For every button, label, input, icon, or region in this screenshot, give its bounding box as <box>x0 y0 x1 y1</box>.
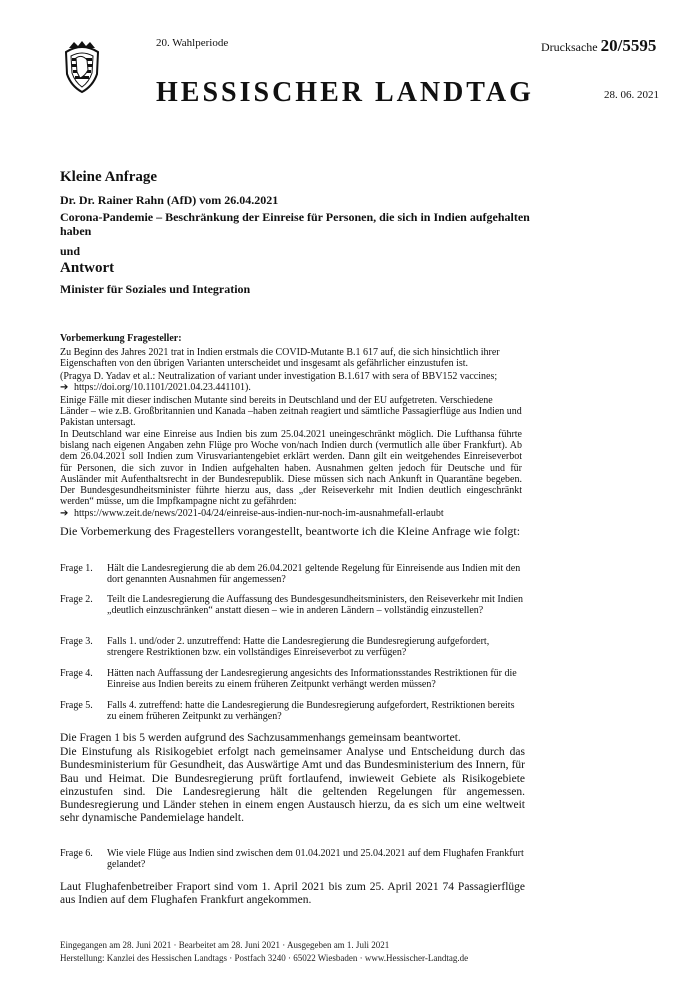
footer-dates: Eingegangen am 28. Juni 2021 · Bearbeitet am 28. Juni 2021 · Ausgegeben am 1. Juli 2021 <box>60 940 390 950</box>
antwort-heading: Antwort <box>60 260 115 276</box>
question-text: Falls 4. zutreffend: hatte die Landesregierung die Bundesregierung aufgefordert, Restriktionen bereits zu einem früheren Zeitpunkt zu verhängen? <box>107 700 515 723</box>
document-date: 28. 06. 2021 <box>604 89 659 101</box>
zeit-link[interactable]: https://www.zeit.de/news/2021-04/24/einreise-aus-indien-nur-noch-im-ausnahmefall-erlaubt <box>74 508 444 519</box>
question-text: Falls 1. und/oder 2. unzutreffend: Hatte die Landesregierung die Bundesregierung aufgefordert, strengere Restriktionen bzw. ein vollständiges Einreiseverbot zu verfügen? <box>107 636 490 659</box>
vorbemerkung-p4: In Deutschland war eine Einreise aus Indien bis zum 25.04.2021 uneingeschränkt möglich. Die Lufthansa führte bislang nach eigenen Angaben zehn Flüge pro Woche von/nach Indien durch (vermutlich alle über Frankfurt). Ab dem 26.04.2021 soll Indien zum Virusvariantengebiet erklärt werden. Dann gilt ein weitgehendes Einreiseverbot für Personen, die sich zuvor in Indien aufgehalten haben. Ausnahmen gelten jedoch für Deutsche und für Ausländer mit Aufenthaltsrecht in der Bundesrepublik. Diese müssen sich nach Ankunft in Quarantäne begeben. Der Bundesgesundheitsminister führte hierzu aus, dass „der Reiseverkehr mit Indien deutlich eingeschränkt werden“ müsse, um die Impfkampagne nicht zu gefährden: <box>60 429 522 508</box>
hessen-crest-logo <box>60 40 104 94</box>
question-text: Hält die Landesregierung die ab dem 26.04.2021 geltende Regelung für Einreisende aus Indien mit den dort genannten Ausnahmen für angemessen? <box>107 563 521 586</box>
question-number: Frage 2. <box>60 594 93 605</box>
question-number: Frage 4. <box>60 668 93 679</box>
vorbemerkung-link-1 <box>60 382 522 393</box>
drucksache-number: 20/5595 <box>600 36 657 55</box>
footer-production: Herstellung: Kanzlei des Hessischen Landtags · Postfach 3240 · 65022 Wiesbaden · www.Hessischer-Landtag.de <box>60 953 469 963</box>
answer-intro: Die Vorbemerkung des Fragestellers vorangestellt, beantworte ich die Kleine Anfrage wie folgt: <box>60 524 521 538</box>
minister-line: Minister für Soziales und Integration <box>60 282 251 296</box>
question-text: Hätten nach Auffassung der Landesregierung angesichts des Informationsstandes Restriktionen für die Einreise aus Indien bereits zu einem früheren Zeitpunkt verhängt werden müssen? <box>107 668 517 691</box>
vorbemerkung-link-2 <box>60 508 522 519</box>
subject-line: Corona-Pandemie – Beschränkung der Einreise für Personen, die sich in Indien aufgehalten haben <box>60 210 530 238</box>
answer-1-5-intro: Die Fragen 1 bis 5 werden aufgrund des Sachzusammenhangs gemeinsam beantwortet. <box>60 732 461 744</box>
question-number: Frage 1. <box>60 563 93 574</box>
und-line: und <box>60 244 81 258</box>
drucksache-label: Drucksache <box>541 40 598 54</box>
vorbemerkung-heading: Vorbemerkung Fragesteller: <box>60 333 182 344</box>
answer-6-text: Laut Flughafenbetreiber Fraport sind vom 1. April 2021 bis zum 25. April 2021 74 Passagierflüge aus Indien auf dem Flughafen Frankfurt angekommen. <box>60 881 525 907</box>
vorbemerkung-p1: Zu Beginn des Jahres 2021 trat in Indien erstmals die COVID-Mutante B.1 617 auf, die sich hinsichtlich ihrer Eigenschaften von den übrigen Varianten unterscheidet und insgesamt als gefährlicher einzustufen ist. <box>60 347 500 370</box>
drucksache <box>541 36 656 56</box>
wahlperiode: 20. Wahlperiode <box>156 37 229 49</box>
document-title: HESSISCHER LANDTAG <box>156 77 534 108</box>
question-number: Frage 6. <box>60 848 93 859</box>
question-text: Wie viele Flüge aus Indien sind zwischen dem 01.04.2021 und 25.04.2021 auf dem Flughafen Frankfurt gelandet? <box>107 848 524 871</box>
doi-link[interactable]: https://doi.org/10.1101/2021.04.23.441101). <box>74 382 251 393</box>
vorbemerkung-p3: Einige Fälle mit dieser indischen Mutante sind bereits in Deutschland und der EU aufgetreten. Verschiedene Länder – wie z.B. Großbritannien und Kanada –haben zeitnah reagiert und sämtliche Passagierflüge aus Indien und Pakistan untersagt. <box>60 395 522 429</box>
question-number: Frage 3. <box>60 636 93 647</box>
vorbemerkung-p2: (Pragya D. Yadav et al.: Neutralization of variant under investigation B.1.617 with sera of BBV152 vaccines; <box>60 371 498 382</box>
author-line: Dr. Dr. Rainer Rahn (AfD) vom 26.04.2021 <box>60 193 279 207</box>
answer-1-5-text: Die Einstufung als Risikogebiet erfolgt nach gemeinsamer Analyse und Entscheidung durch das Bundesministerium für Gesundheit, das Auswärtige Amt und das Bundesministerium des Innern, für Bau und Heimat. Die Bundesregierung prüft fortlaufend, inwieweit Gebiete als Risikogebiete einzustufen sind. Die Landesregierung hält die geltenden Regelungen für angemessen. Bundesregierung und Länder stehen in einem engen Austausch hierzu, da es sich um eine weltweit sehr dynamische Pandemielage handelt. <box>60 746 525 825</box>
question-text: Teilt die Landesregierung die Auffassung des Bundesgesundheitsministers, den Reiseverkehr mit Indien „deutlich einzuschränken“ anstatt diesen – wie in anderen Ländern – vollständig einzustellen? <box>107 594 523 617</box>
right-arrow-icon: ➔ <box>60 508 69 519</box>
right-arrow-icon: ➔ <box>60 382 69 393</box>
question-number: Frage 5. <box>60 700 93 711</box>
kleine-anfrage-heading: Kleine Anfrage <box>60 169 158 185</box>
